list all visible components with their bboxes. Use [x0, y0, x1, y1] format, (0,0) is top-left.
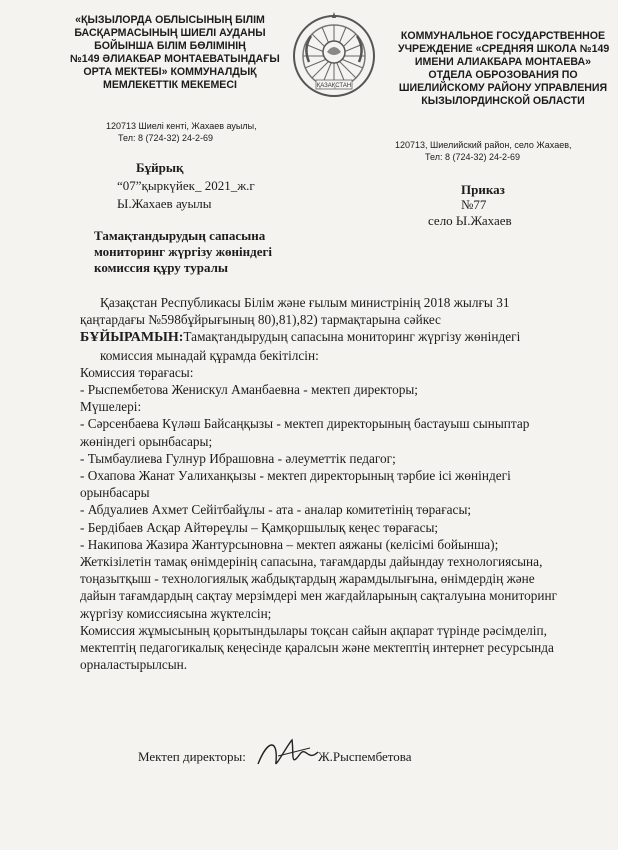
header-right-line: ШИЕЛИЙСКОМУ РАЙОНУ УПРАВЛЕНИЯ — [398, 82, 608, 94]
order-date-kz: “07”қыркүйек_ 2021_ж.г — [117, 178, 255, 193]
order-title-kz: Бұйрық — [136, 160, 184, 175]
address-right-line: 120713, Шиелийский район, село Жахаев, — [395, 140, 572, 150]
header-left-line: МЕМЛЕКЕТТІК МЕКЕМЕСІ — [103, 79, 237, 91]
body-line: орынбасары — [80, 485, 150, 501]
body-line: тоңазытқыш - технологиялық жабдықтардың жарамдылығына, өнімдердің және — [80, 571, 535, 587]
order-title-ru: Приказ — [461, 182, 505, 197]
signature-name: Ж.Рыспембетова — [318, 749, 412, 764]
emblem-text: ҚАЗАҚСТАН — [316, 83, 352, 89]
subject-line: комиссия құру туралы — [94, 260, 229, 275]
order-body — [80, 294, 596, 673]
subject-line: мониторинг жүргізу жөніндегі — [94, 244, 272, 259]
header-right-line: ОТДЕЛА ОБРОЗОВАНИЯ ПО — [428, 69, 578, 81]
body-line: дайын тағамдардың сақтау мерзімдері мен жағдайларының сақталуына мониторинг — [80, 588, 558, 604]
body-line: Қазақстан Республикасы Білім және ғылым министрінің 2018 жылғы 31 — [100, 295, 510, 310]
body-line: Комиссия төрағасы: — [80, 364, 194, 380]
body-line: - Охапова Жанат Уалиханқызы - мектеп директорының тәрбие ісі жөніндегі — [80, 468, 511, 484]
header-right-line: ИМЕНИ АЛИАКБАРА МОНТАЕВА» — [414, 56, 592, 68]
header-right-line: УЧРЕЖДЕНИЕ «СРЕДНЯЯ ШКОЛА №149 — [398, 43, 610, 55]
body-line: Жеткізілетін тамақ өнімдерінің сапасына, тағамдарды дайындау технологиясына, — [80, 554, 543, 570]
body-line: жүргізу комиссиясына жүктелсін; — [80, 605, 272, 621]
body-line: орналастырылсын. — [80, 657, 188, 673]
header-left-line: БОЙЫНША БІЛІМ БӨЛІМІНІҢ — [94, 40, 246, 52]
order-village-ru: село Ы.Жахаев — [428, 213, 512, 228]
header-right-ru — [398, 30, 608, 108]
body-line: мектептің педагогикалық кеңесінде қаралсын және мектептің интернет ресурсында — [80, 640, 554, 656]
body-line: жөніндегі орынбасары; — [80, 433, 213, 449]
header-left-line: №149 ӘЛИАКБАР МОНТАЕВАТЫНДАҒЫ — [70, 53, 280, 65]
header-left-line: «ҚЫЗЫЛОРДА ОБЛЫСЫНЫҢ БІЛІМ — [75, 14, 265, 26]
signature-label: Мектеп директоры: — [138, 749, 246, 764]
order-number-ru: №77 — [461, 197, 487, 212]
body-line: - Накипова Жазира Жантурсыновна – мектеп аяжаны (келісімі бойынша); — [80, 536, 499, 552]
address-left — [106, 120, 286, 144]
body-lead-line — [80, 328, 596, 346]
body-line: Комиссия жұмысының қорытындылары тоқсан сайын ақпарат түрінде рәсімделіп, — [80, 622, 547, 638]
header-right-line: КОММУНАЛЬНОЕ ГОСУДАРСТВЕННОЕ — [400, 30, 606, 42]
address-left-line: 120713 Шиелі кенті, Жахаев ауылы, — [106, 121, 257, 131]
address-left-phone: Тел: 8 (724-32) 24-2-69 — [118, 133, 213, 143]
body-line: - Тымбаулиева Гулнур Ибрашовна - әлеуметтік педагог; — [80, 450, 396, 466]
body-line: - Сәрсенбаева Күләш Байсаңқызы - мектеп директорының бастауыш сыныптар — [80, 416, 530, 432]
address-right-phone: Тел: 8 (724-32) 24-2-69 — [425, 152, 520, 162]
handwritten-signature-icon — [248, 734, 328, 774]
order-lead: БҰЙЫРАМЫН: — [80, 330, 184, 346]
header-left-line: ОРТА МЕКТЕБІ» КОММУНАЛДЫҚ — [83, 66, 257, 78]
subject-line: Тамақтандырудың сапасына — [94, 228, 266, 243]
body-line: комиссия мынадай құрамда бекітілсін: — [100, 347, 319, 363]
header-left-kz — [70, 14, 280, 92]
state-emblem-icon — [289, 12, 379, 100]
order-village-kz: Ы.Жахаев ауылы — [117, 196, 212, 211]
body-line: Мүшелері: — [80, 399, 142, 415]
address-right — [395, 139, 595, 163]
order-subject — [94, 228, 324, 276]
header-right-line: КЫЗЫЛОРДИНСКОЙ ОБЛАСТИ — [421, 95, 585, 107]
body-line: қаңтардағы №598бұйрығының 80),81),82) тармақтарына сәйкес — [80, 312, 441, 328]
body-line: - Рыспембетова Женискул Аманбаевна - мектеп директоры; — [80, 382, 419, 398]
header-left-line: БАСҚАРМАСЫНЫҢ ШИЕЛІ АУДАНЫ — [74, 27, 266, 39]
body-line: - Абдуалиев Ахмет Сейітбайұлы - ата - аналар комитетінің төрағасы; — [80, 502, 472, 518]
body-lead-rest: Тамақтандырудың сапасына мониторинг жүргізу жөніндегі — [183, 329, 521, 345]
body-line: - Бердібаев Асқар Айтөреұлы – Қамқоршылық кеңес төрағасы; — [80, 519, 439, 535]
